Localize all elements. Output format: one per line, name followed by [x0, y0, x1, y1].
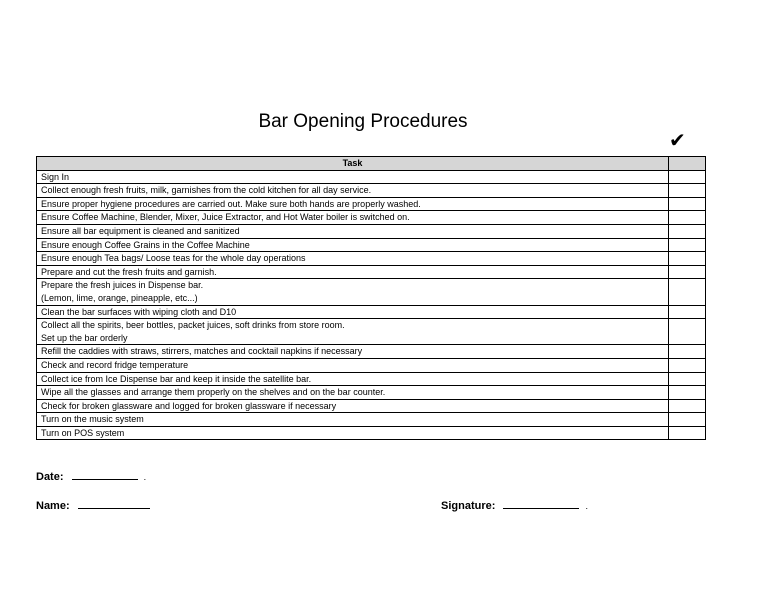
- task-text: Refill the caddies with straws, stirrers, matches and cocktail napkins if necessary: [41, 346, 363, 357]
- task-text: Turn on POS system: [41, 427, 125, 438]
- check-cell[interactable]: [669, 358, 706, 372]
- task-cell: [37, 211, 669, 225]
- task-text: Wipe all the glasses and arrange them properly on the shelves and on the bar counter.: [41, 387, 386, 398]
- task-text: Ensure all bar equipment is cleaned and sanitized: [41, 225, 240, 236]
- date-field: [36, 468, 146, 484]
- check-cell[interactable]: [669, 399, 706, 413]
- task-text: Sign In: [41, 171, 70, 182]
- task-text: Check for broken glassware and logged for broken glassware if necessary: [41, 400, 337, 411]
- task-cell: [37, 224, 669, 238]
- task-cell: [37, 319, 669, 345]
- task-cell: [37, 372, 669, 386]
- check-cell[interactable]: [669, 197, 706, 211]
- task-text: Ensure enough Tea bags/ Loose teas for the whole day operations: [41, 253, 306, 264]
- task-cell: [37, 184, 669, 198]
- task-cell: [37, 252, 669, 266]
- check-cell[interactable]: [669, 413, 706, 427]
- task-cell: [37, 358, 669, 372]
- task-cell: [37, 238, 669, 252]
- check-cell[interactable]: [669, 386, 706, 400]
- check-cell[interactable]: [669, 372, 706, 386]
- check-cell[interactable]: [669, 252, 706, 266]
- task-text: Check and record fridge temperature: [41, 359, 189, 370]
- task-cell: [37, 265, 669, 279]
- check-cell[interactable]: [669, 170, 706, 184]
- check-cell[interactable]: [669, 279, 706, 305]
- name-blank-line[interactable]: [78, 497, 150, 509]
- task-text: Clean the bar surfaces with wiping cloth and D10: [41, 306, 237, 317]
- table-row: [37, 211, 706, 225]
- task-cell: [37, 386, 669, 400]
- task-cell: [37, 413, 669, 427]
- table-row: [37, 224, 706, 238]
- date-trailing-dot: .: [143, 472, 147, 482]
- table-row: [37, 197, 706, 211]
- task-column-header: Task: [37, 157, 669, 171]
- checkmark-icon: ✔: [669, 128, 686, 152]
- signature-field: [441, 497, 588, 513]
- task-table-body: [37, 170, 706, 440]
- task-text: Ensure proper hygiene procedures are carried out. Make sure both hands are properly washed.: [41, 198, 421, 209]
- table-row: [37, 399, 706, 413]
- table-row: [37, 413, 706, 427]
- date-label: Date:: [36, 471, 64, 483]
- task-table: [36, 156, 706, 440]
- check-cell[interactable]: [669, 265, 706, 279]
- task-text: Prepare and cut the fresh fruits and garnish.: [41, 266, 217, 277]
- task-text: Set up the bar orderly: [41, 332, 128, 343]
- table-row: [37, 305, 706, 319]
- check-cell[interactable]: [669, 238, 706, 252]
- date-blank-line[interactable]: [72, 468, 138, 480]
- check-cell[interactable]: [669, 345, 706, 359]
- name-field: [36, 497, 150, 513]
- signature-label: Signature:: [441, 500, 496, 512]
- table-header-row: [37, 157, 706, 171]
- task-cell: [37, 345, 669, 359]
- check-cell[interactable]: [669, 184, 706, 198]
- task-text: Ensure Coffee Machine, Blender, Mixer, Juice Extractor, and Hot Water boiler is switched on.: [41, 212, 410, 223]
- task-text: Turn on the music system: [41, 414, 144, 425]
- table-row: [37, 279, 706, 305]
- task-cell: [37, 170, 669, 184]
- check-cell[interactable]: [669, 305, 706, 319]
- table-row: [37, 358, 706, 372]
- table-row: [37, 238, 706, 252]
- table-row: [37, 170, 706, 184]
- task-text: Collect enough fresh fruits, milk, garnishes from the cold kitchen for all day service.: [41, 185, 372, 196]
- check-cell[interactable]: [669, 211, 706, 225]
- task-cell: [37, 279, 669, 305]
- task-cell: [37, 426, 669, 440]
- table-row: [37, 372, 706, 386]
- signature-blank-line[interactable]: [503, 497, 579, 509]
- task-cell: [37, 399, 669, 413]
- task-cell: [37, 197, 669, 211]
- check-cell[interactable]: [669, 426, 706, 440]
- task-text: Ensure enough Coffee Grains in the Coffee Machine: [41, 239, 250, 250]
- table-row: [37, 386, 706, 400]
- table-row: [37, 426, 706, 440]
- document-title: Bar Opening Procedures: [258, 111, 468, 132]
- check-cell[interactable]: [669, 224, 706, 238]
- check-column-header: [669, 157, 706, 171]
- task-text: Collect all the spirits, beer bottles, packet juices, soft drinks from store room.: [41, 320, 345, 331]
- task-text: Prepare the fresh juices in Dispense bar.: [41, 280, 204, 291]
- table-row: [37, 319, 706, 345]
- name-label: Name:: [36, 500, 70, 512]
- task-text: Collect ice from Ice Dispense bar and keep it inside the satellite bar.: [41, 373, 312, 384]
- table-row: [37, 345, 706, 359]
- table-row: [37, 265, 706, 279]
- signature-trailing-dot: .: [585, 501, 588, 511]
- table-row: [37, 252, 706, 266]
- check-cell[interactable]: [669, 319, 706, 345]
- task-cell: [37, 305, 669, 319]
- task-text: (Lemon, lime, orange, pineapple, etc...): [41, 292, 198, 303]
- table-row: [37, 184, 706, 198]
